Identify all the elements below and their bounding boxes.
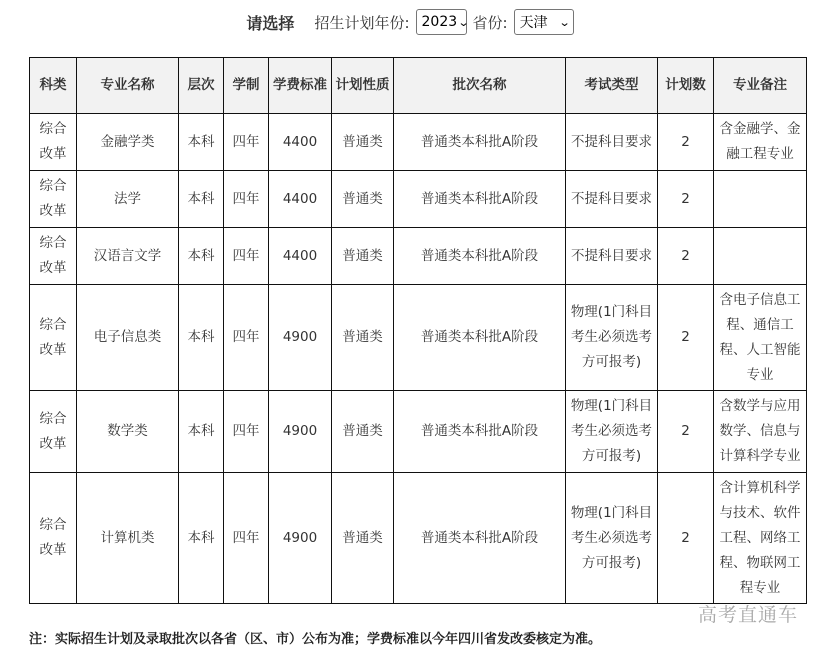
header-duration: 学制	[224, 58, 269, 114]
cell-exam-type: 不提科目要求	[566, 114, 658, 171]
cell-level: 本科	[179, 473, 224, 604]
cell-plan-count: 2	[658, 391, 714, 473]
cell-plan-nature: 普通类	[332, 114, 394, 171]
cell-batch-name: 普通类本科批A阶段	[394, 285, 566, 391]
table-row	[30, 391, 807, 473]
header-batch-name: 批次名称	[394, 58, 566, 114]
cell-plan-count: 2	[658, 228, 714, 285]
cell-plan-nature: 普通类	[332, 473, 394, 604]
cell-plan-count: 2	[658, 114, 714, 171]
cell-exam-type: 不提科目要求	[566, 228, 658, 285]
header-major-notes: 专业备注	[714, 58, 807, 114]
table-row	[30, 285, 807, 391]
cell-batch-name: 普通类本科批A阶段	[394, 114, 566, 171]
cell-exam-type: 物理(1门科目考生必须选考方可报考)	[566, 285, 658, 391]
cell-duration: 四年	[224, 171, 269, 228]
header-level: 层次	[179, 58, 224, 114]
enrollment-plan-table	[29, 57, 807, 604]
cell-batch-name: 普通类本科批A阶段	[394, 391, 566, 473]
cell-plan-nature: 普通类	[332, 228, 394, 285]
header-tuition: 学费标准	[269, 58, 332, 114]
cell-subject-type: 综合改革	[30, 391, 77, 473]
header-plan-nature: 计划性质	[332, 58, 394, 114]
cell-duration: 四年	[224, 285, 269, 391]
cell-tuition: 4900	[269, 391, 332, 473]
cell-batch-name: 普通类本科批A阶段	[394, 171, 566, 228]
cell-plan-count: 2	[658, 171, 714, 228]
cell-duration: 四年	[224, 114, 269, 171]
cell-plan-nature: 普通类	[332, 171, 394, 228]
table-row	[30, 171, 807, 228]
table-row	[30, 228, 807, 285]
cell-level: 本科	[179, 114, 224, 171]
cell-level: 本科	[179, 228, 224, 285]
province-select[interactable]	[514, 9, 574, 35]
watermark: 高考直通车	[697, 604, 798, 626]
cell-major-name: 计算机类	[77, 473, 179, 604]
cell-major-name: 电子信息类	[77, 285, 179, 391]
cell-plan-count: 2	[658, 285, 714, 391]
cell-subject-type: 综合改革	[30, 171, 77, 228]
chevron-down-icon: ⌄	[558, 15, 571, 29]
cell-major-notes: 含计算机科学与技术、软件工程、网络工程、物联网工程专业	[714, 473, 807, 604]
header-subject-type: 科类	[30, 58, 77, 114]
cell-subject-type: 综合改革	[30, 285, 77, 391]
cell-major-notes: 含数学与应用数学、信息与计算科学专业	[714, 391, 807, 473]
cell-batch-name: 普通类本科批A阶段	[394, 473, 566, 604]
cell-level: 本科	[179, 391, 224, 473]
cell-major-name: 数学类	[77, 391, 179, 473]
cell-level: 本科	[179, 171, 224, 228]
filter-title: 请选择	[246, 13, 295, 33]
cell-duration: 四年	[224, 228, 269, 285]
cell-subject-type: 综合改革	[30, 114, 77, 171]
filter-bar	[0, 7, 826, 37]
year-select[interactable]	[416, 9, 470, 35]
cell-major-notes: 含电子信息工程、通信工程、人工智能专业	[714, 285, 807, 391]
cell-subject-type: 综合改革	[30, 228, 77, 285]
cell-major-name: 法学	[77, 171, 179, 228]
year-select-value: 2023	[421, 14, 458, 30]
cell-exam-type: 物理(1门科目考生必须选考方可报考)	[566, 473, 658, 604]
cell-tuition: 4400	[269, 171, 332, 228]
cell-exam-type: 物理(1门科目考生必须选考方可报考)	[566, 391, 658, 473]
cell-plan-count: 2	[658, 473, 714, 604]
footnote: 注：实际招生计划及录取批次以各省（区、市）公布为准；学费标准以今年四川省发改委核定为准。	[29, 632, 602, 647]
cell-tuition: 4900	[269, 285, 332, 391]
cell-batch-name: 普通类本科批A阶段	[394, 228, 566, 285]
cell-level: 本科	[179, 285, 224, 391]
table-header-row	[30, 58, 807, 114]
chevron-down-icon: ⌄	[457, 15, 470, 29]
province-label: 省份:	[472, 13, 508, 32]
cell-duration: 四年	[224, 391, 269, 473]
cell-major-notes	[714, 228, 807, 285]
cell-subject-type: 综合改革	[30, 473, 77, 604]
table-row	[30, 114, 807, 171]
cell-exam-type: 不提科目要求	[566, 171, 658, 228]
cell-major-notes	[714, 171, 807, 228]
year-label: 招生计划年份:	[314, 13, 410, 32]
province-select-value: 天津	[519, 15, 548, 31]
header-exam-type: 考试类型	[566, 58, 658, 114]
cell-major-name: 汉语言文学	[77, 228, 179, 285]
cell-tuition: 4400	[269, 114, 332, 171]
cell-tuition: 4400	[269, 228, 332, 285]
cell-plan-nature: 普通类	[332, 391, 394, 473]
header-plan-count: 计划数	[658, 58, 714, 114]
cell-plan-nature: 普通类	[332, 285, 394, 391]
table-row	[30, 473, 807, 604]
cell-duration: 四年	[224, 473, 269, 604]
cell-major-name: 金融学类	[77, 114, 179, 171]
header-major-name: 专业名称	[77, 58, 179, 114]
cell-major-notes: 含金融学、金融工程专业	[714, 114, 807, 171]
cell-tuition: 4900	[269, 473, 332, 604]
